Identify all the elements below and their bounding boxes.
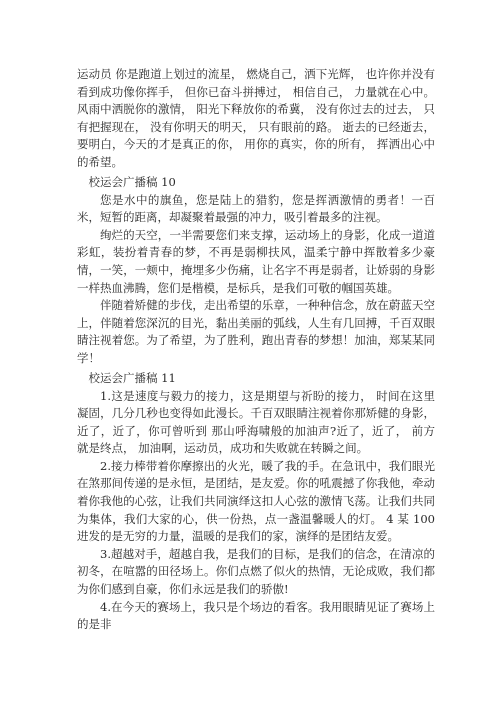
paragraph-intro: 运动员 你是跑道上划过的流星， 燃烧自己，洒下光辉， 也许你并没有看到成功像你挥手， 但你已奋斗拼搏过， 相信自己， 力量就在心中。 风雨中洒脱你的激情， 阳光下释放你的希冀， 没有你过去的过去， 只有把握现在， 没有你明天的明天， 只有眼前的路。 逝去的已经逝去， 要明白，今天的才是真正的你， 用你的真实，你的所有， 挥洒出心中的希望。 (77, 67, 435, 169)
paragraph-item-1: 1.这是速度与毅力的接力，这是期望与祈盼的接力， 时间在这里凝固，几分几秒也变得如此漫长。千百双眼睛注视着你那矫健的身影， 近了，近了，你可曾听到 那山呼海啸般的加油声?近了，近了， 前方就是终点， 加油啊，运动员，成功和失败就在转瞬之间。 (77, 388, 435, 456)
paragraph-item-3: 3.超越对手，超越自我，是我们的目标，是我们的信念，在清凉的初冬，在喧嚣的田径场上。你们点燃了似火的热情，无论成败，我们都为你们感到自豪，你们永远是我们的骄傲! (77, 546, 435, 597)
document-body (77, 66, 435, 634)
paragraph-item-4: 4.在今天的赛场上，我只是个场边的看客。我用眼睛见证了赛场上的是非 (77, 599, 435, 632)
section-heading-11: 校运会广播稿 11 (88, 370, 176, 385)
paragraph: 您是水中的旗鱼，您是陆上的猎豹，您是挥洒激情的勇者！一百米，短暂的距离，却凝聚着最强的冲力，吸引着最多的注视。 (77, 192, 435, 225)
paragraph: 绚烂的天空，一半需要您们来支撑，运动场上的身影，化成一道道彩虹，装扮着青春的梦，不再是弱柳扶风，温柔宁静中挥散着多少豪情，一笑，一颊中，掩埋多少伤痛，让名字不再是弱者，让娇弱的身影一样热血沸腾，您们是楷模，是标兵，是我们可敬的帼国英雄。 (77, 227, 435, 295)
paragraph: 伴随着矫健的步伐，走出希望的乐章，一种种信念，放在蔚蓝天空上，伴随着您深沉的目光，黏出美丽的弧线，人生有几回搏，千百双眼睛注视着您。为了希望，为了胜利，跑出青春的梦想！加油，郑某某同学！ (77, 298, 435, 365)
section-heading-10: 校运会广播稿 10 (88, 174, 176, 189)
paragraph-item-2: 2.接力棒带着你摩擦出的火光，暖了我的手。在急讯中，我们眼光在煞那间传递的是永恒，是团结，是友爱。你的吼震撼了你我他，牵动着你我他的心弦，让我们共同演绎这扣人心弦的激情飞荡。让我们共同为集体，我们大家的心，供一份热，点一盏温馨暖人的灯。 4 某 100 进发的是无穷的力量，温暖的是我们的家，演绎的是团结友爱。 (77, 458, 435, 544)
